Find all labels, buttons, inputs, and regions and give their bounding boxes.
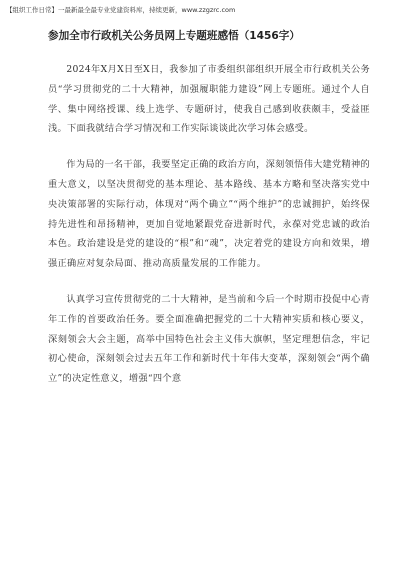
paragraph-3: 认真学习宣传贯彻党的二十大精神，是当前和今后一个时期市投促中心青年工作的首要政治任务。要全面准确把握党的二十大精神实质和核心要义，深刻领会大会主题，高举中国特色社会主义伟大旗帜，坚定理想信念，牢记初心使命，深刻领会过去五年工作和新时代十年伟大变革，深刻领会“两个确立”的决定性意义，增强“四个意 <box>48 293 370 385</box>
page-header: 【组织工作日常】一最新最全最专业党建资料库，持续更新，www.zzgzrc.com <box>6 6 236 14</box>
document-body <box>48 60 370 405</box>
paragraph-2: 作为局的一名干部，我要坚定正确的政治方向，深刻领悟伟大建党精神的重大意义，以坚决贯彻党的基本理论、基本路线、基本方略和坚决落实党中央决策部署的实际行动，体现对“两个确立”“两个维护”的忠诚拥护，始终保持先进性和昂扬精神，更加自觉地紧跟党奋进新时代，永葆对党忠诚的政治本色。政治建设是党的建设的“根”和“魂”，决定着党的建设方向和效果，增强正确应对复杂局面、推动高质量发展的工作能力。 <box>48 159 370 270</box>
document-title: 参加全市行政机关公务员网上专题班感悟（1456字） <box>48 30 300 42</box>
paragraph-1: 2024年X月X日至X日，我参加了市委组织部组织开展全市行政机关公务员“学习贯彻党的二十大精神，加强履职能力建设”网上专题班。通过个人自学、集中网络授课、线上选学、专题研讨，使我自己感到收获颇丰，受益匪浅。下面我就结合学习情况和工作实际谈谈此次学习体会感受。 <box>48 64 370 135</box>
